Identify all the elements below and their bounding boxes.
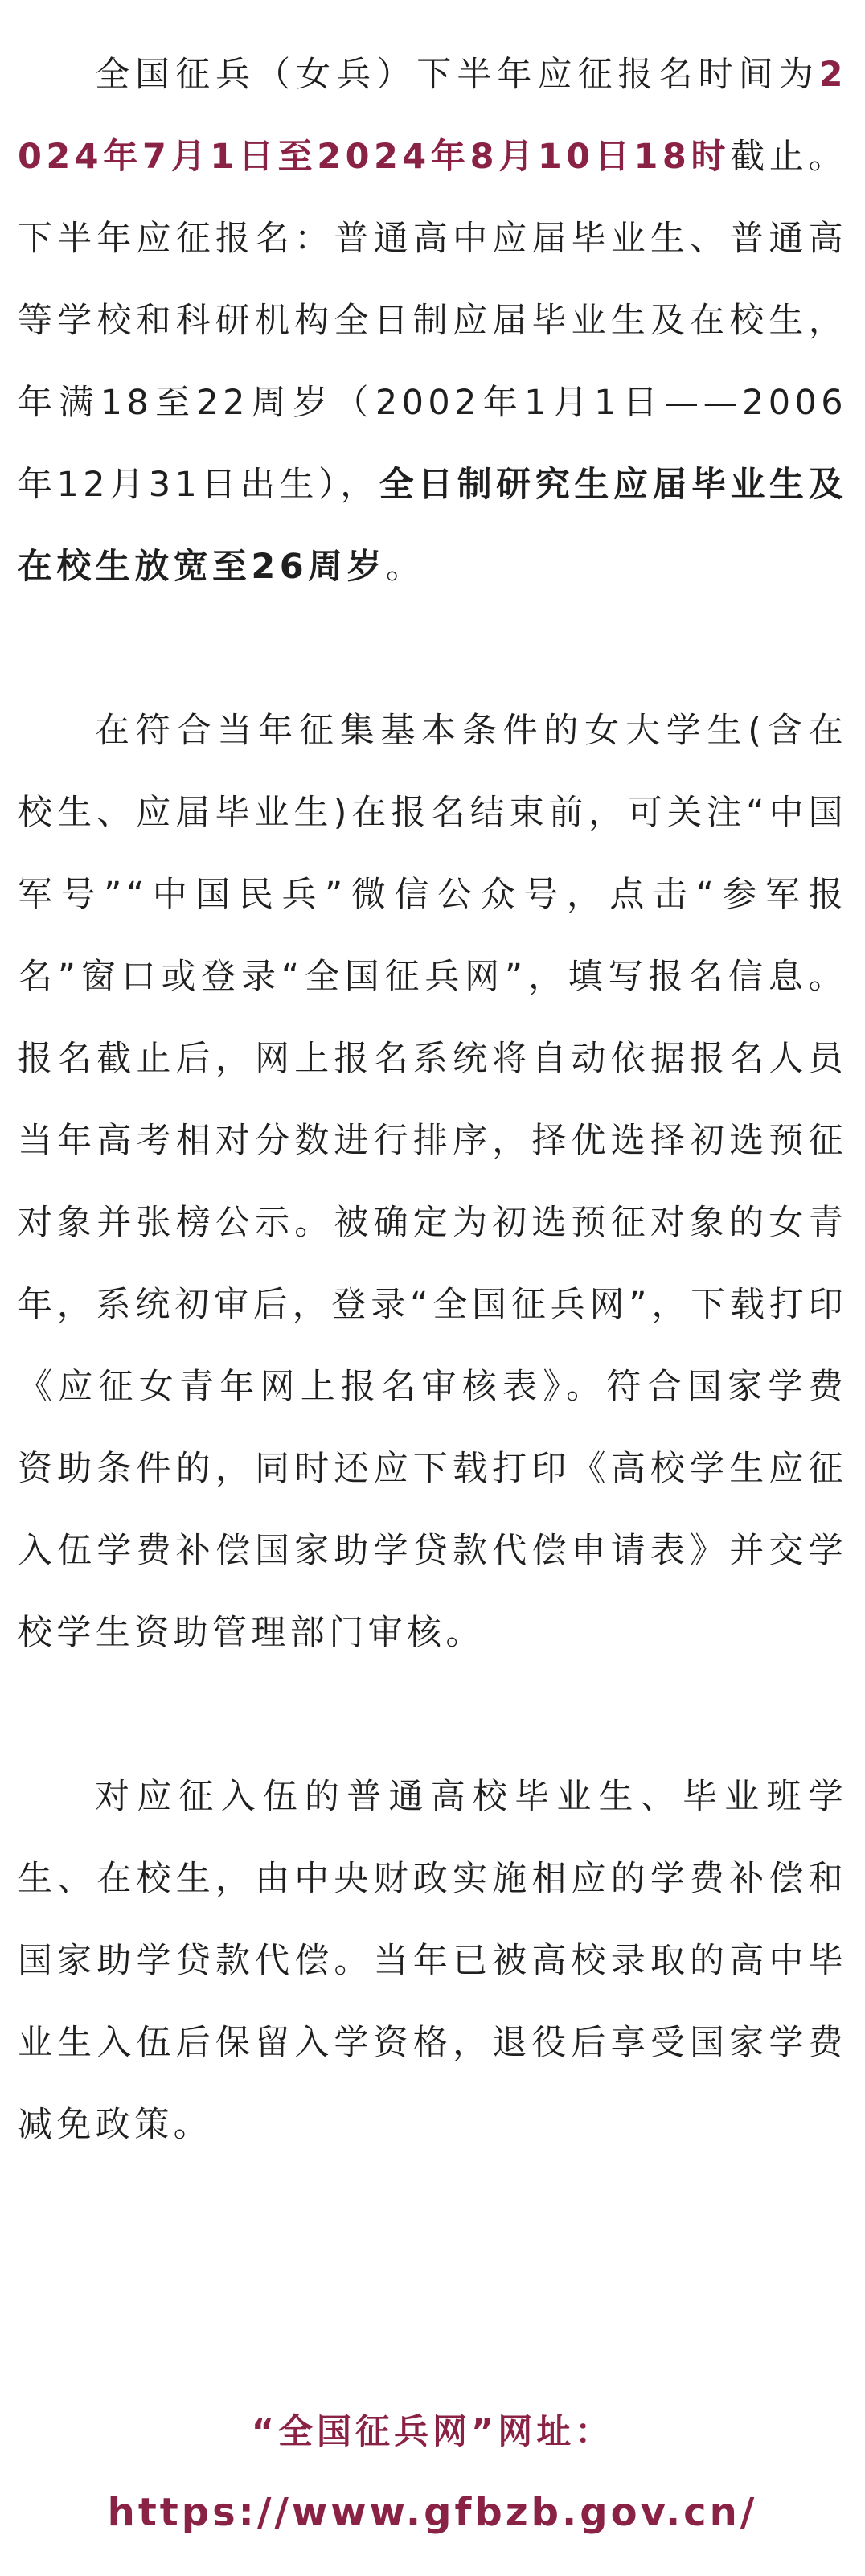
website-url-link[interactable]: https://www.gfbzb.gov.cn/ (107, 2490, 758, 2535)
website-label: “全国征兵网”网址： (251, 2412, 614, 2452)
registration-intro-text: 全国征兵（女兵）下半年应征报名时间为 (95, 55, 819, 95)
graduate-age-extension: 全日制研究生应届毕业生及在校生放宽至26周岁 (18, 465, 847, 587)
paragraph-registration-process: 在符合当年征集基本条件的女大学生(含在校生、应届毕业生)在报名结束前，可关注“中国军号”“中国民兵”微信公众号，点击“参军报名”窗口或登录“全国征兵网”，填写报名信息。报名截止后，网上报名系统将自动依据报名人员当年高考相对分数进行排序，择优选择初选预征对象并张榜公示。被确定为初选预征对象的女青年，系统初审后，登录“全国征兵网”，下载打印《应征女青年网上报名审核表》。符合国家学费资助条件的，同时还应下载打印《高校学生应征入伍学费补偿国家助学贷款代偿申请表》并交学校学生资助管理部门审核。 (18, 711, 847, 1653)
paragraph-registration-time (18, 34, 847, 608)
website-info (0, 2408, 865, 2537)
article-body (18, 34, 847, 2166)
registration-eligibility-text: 截止。下半年应征报名：普通高中应届毕业生、普通高等学校和科研机构全日制应届毕业生及在校生，年满18至22周岁（2002年1月1日——2006年12月31日出生）， (18, 137, 848, 505)
paragraph-tuition-policy: 对应征入伍的普通高校毕业生、毕业班学生、在校生，由中央财政实施相应的学费补偿和国家助学贷款代偿。当年已被高校录取的高中毕业生入伍后保留入学资格，退役后享受国家学费减免政策。 (18, 1777, 847, 2145)
registration-deadline: 2024年7月1日至2024年8月10日18时 (18, 55, 847, 177)
paragraph-end-mark: 。 (385, 547, 425, 587)
